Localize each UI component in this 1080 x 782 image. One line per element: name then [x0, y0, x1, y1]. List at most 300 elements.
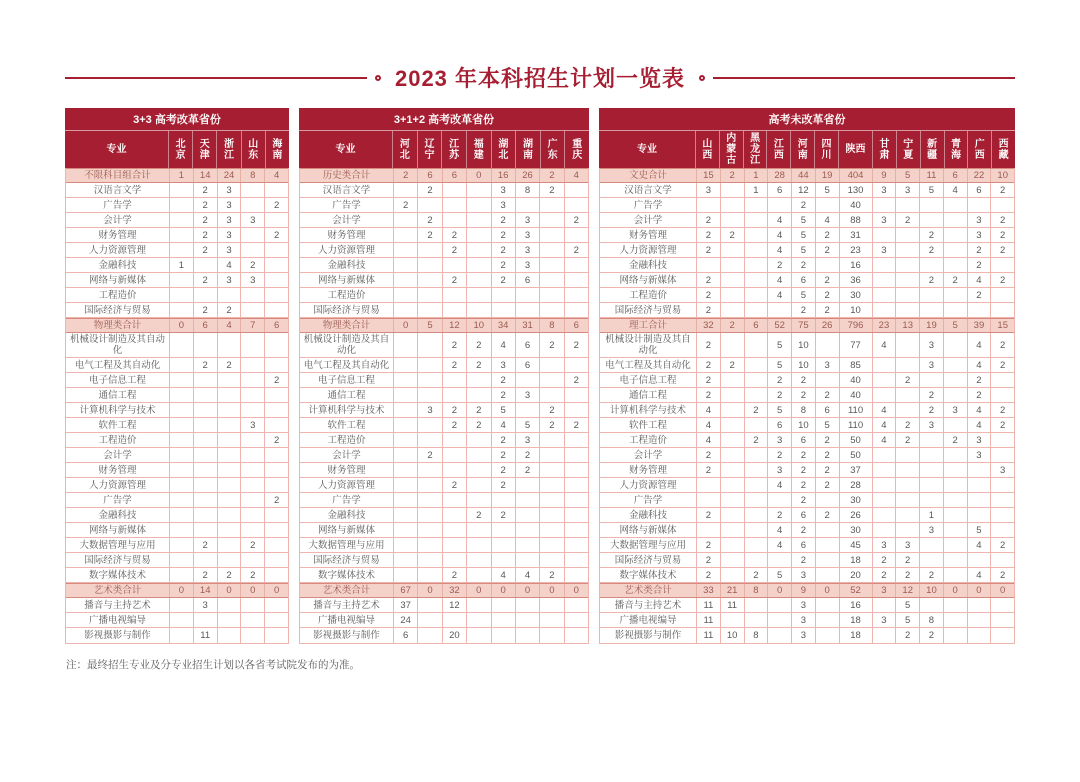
cell-value: 2: [194, 273, 218, 287]
cell-value: [540, 463, 564, 477]
cell-value: 4: [968, 568, 992, 582]
province-label: 海南: [272, 138, 283, 161]
row-label: 人力资源管理: [300, 478, 394, 492]
cell-value: [418, 373, 442, 387]
cell-value: [991, 448, 1014, 462]
cell-value: [565, 388, 588, 402]
cell-value: 2: [273, 229, 280, 241]
row-label: 金融科技: [66, 508, 170, 522]
table-row: [300, 243, 588, 258]
cell-value: [170, 478, 194, 492]
cell-value: 8: [540, 319, 564, 332]
cell-value: [873, 258, 897, 272]
province-label: 山东: [248, 138, 259, 161]
cell-value: 1: [170, 169, 194, 182]
cell-value: 2: [540, 333, 564, 357]
cell-value: 0: [467, 584, 491, 597]
cell-value: [816, 258, 840, 272]
cell-value: [265, 448, 288, 462]
row-label: 影视摄影与制作: [600, 628, 697, 643]
table-row: [66, 288, 288, 303]
cell-value: 26: [516, 169, 540, 182]
province-label: 江苏: [449, 138, 460, 161]
cell-value: 2: [1000, 184, 1006, 196]
cell-value: [418, 198, 442, 212]
cell-value: 3: [873, 613, 897, 627]
cell-value: 3: [768, 463, 792, 477]
cell-value: 4: [768, 228, 792, 242]
cell-value: [745, 273, 769, 287]
cell-value: [873, 628, 897, 643]
cell-value: 19: [816, 169, 840, 182]
cell-value: [745, 463, 769, 477]
cell-value: 6: [573, 320, 579, 331]
cell-value: [194, 553, 218, 567]
cell-value: [170, 508, 194, 522]
cell-value: 8: [792, 403, 816, 417]
cell-value: 75: [792, 319, 816, 332]
cell-value: [418, 433, 442, 447]
table-row: [300, 403, 588, 418]
cell-value: 2: [194, 198, 218, 212]
cell-value: 6: [273, 320, 280, 331]
cell-value: 2: [492, 388, 516, 402]
cell-value: [241, 333, 265, 357]
table-row: [66, 373, 288, 388]
cell-value: 2: [540, 418, 564, 432]
row-label: 会计学: [600, 213, 697, 227]
table-row: [66, 448, 288, 463]
cell-value: 2: [697, 568, 721, 582]
cell-value: 2: [241, 538, 265, 552]
footnote: 注：最终招生专业及分专业招生计划以各省考试院发布的为准。: [66, 659, 360, 671]
row-label: 工程造价: [600, 433, 697, 447]
cell-value: 5: [944, 319, 968, 332]
cell-value: 85: [840, 358, 873, 372]
column-header-province: [791, 131, 815, 168]
cell-value: [968, 598, 992, 612]
cell-value: [745, 508, 769, 522]
cell-value: [896, 358, 920, 372]
column-header-province: [492, 131, 517, 168]
cell-value: 2: [418, 228, 442, 242]
row-label: 工程造价: [300, 288, 394, 302]
cell-value: 40: [840, 388, 873, 402]
column-header-province: [541, 131, 566, 168]
cell-value: [745, 613, 769, 627]
cell-value: [394, 433, 418, 447]
cell-value: 2: [573, 244, 579, 256]
cell-value: 1: [745, 183, 769, 197]
cell-value: [565, 303, 588, 317]
cell-value: 2: [896, 433, 920, 447]
province-label: 江西: [773, 138, 784, 161]
table-row: [66, 613, 288, 628]
cell-value: 2: [273, 199, 280, 211]
cell-value: 2: [768, 258, 792, 272]
cell-value: [768, 553, 792, 567]
cell-value: 3: [492, 183, 516, 197]
column-header-province: [467, 131, 492, 168]
table-row: [600, 228, 1014, 243]
cell-value: [565, 598, 588, 612]
cell-value: [991, 303, 1014, 317]
cell-value: 3: [516, 258, 540, 272]
cell-value: 2: [896, 568, 920, 582]
cell-value: [170, 373, 194, 387]
cell-value: 2: [540, 169, 564, 182]
table-row: [600, 333, 1014, 358]
cell-value: [920, 598, 944, 612]
cell-value: [968, 508, 992, 522]
cell-value: 2: [540, 183, 564, 197]
cell-value: [418, 288, 442, 302]
row-label: 国际经济与贸易: [300, 303, 394, 317]
cell-value: 12: [443, 319, 467, 332]
cell-value: 2: [816, 303, 840, 317]
cell-value: [991, 433, 1014, 447]
row-label: 工程造价: [600, 288, 697, 302]
cell-value: [218, 388, 242, 402]
province-label: 广东: [547, 138, 558, 161]
cell-value: 10: [467, 319, 491, 332]
table-row: [600, 373, 1014, 388]
cell-value: [968, 628, 992, 643]
cell-value: [443, 433, 467, 447]
cell-value: [265, 258, 288, 272]
cell-value: 2: [467, 358, 491, 372]
cell-value: [920, 538, 944, 552]
cell-value: [218, 523, 242, 537]
cell-value: [816, 333, 840, 357]
cell-value: [418, 358, 442, 372]
cell-value: [394, 553, 418, 567]
cell-value: 2: [273, 434, 280, 446]
cell-value: [516, 523, 540, 537]
column-header-row: [599, 131, 1015, 168]
table-row: [300, 508, 588, 523]
column-header-province: [242, 131, 266, 168]
cell-value: 11: [194, 628, 218, 643]
cell-value: [896, 258, 920, 272]
cell-value: [467, 478, 491, 492]
cell-value: [873, 303, 897, 317]
cell-value: [565, 433, 588, 447]
cell-value: [418, 418, 442, 432]
table-row: [66, 478, 288, 493]
cell-value: [816, 373, 840, 387]
summary-row: [66, 583, 288, 598]
cell-value: 2: [816, 273, 840, 287]
cell-value: [241, 388, 265, 402]
cell-value: [516, 303, 540, 317]
cell-value: [492, 288, 516, 302]
cell-value: [896, 388, 920, 402]
row-label: 财务管理: [600, 463, 697, 477]
cell-value: [565, 508, 588, 522]
cell-value: 2: [968, 243, 992, 257]
cell-value: 2: [194, 568, 218, 582]
cell-value: 3: [873, 584, 897, 597]
table-row: [300, 358, 588, 373]
cell-value: [394, 418, 418, 432]
table-row: [600, 523, 1014, 538]
row-label: 电气工程及其自动化: [600, 358, 697, 372]
cell-value: [467, 243, 491, 257]
cell-value: 0: [394, 319, 418, 332]
cell-value: 2: [573, 339, 579, 351]
cell-value: 4: [768, 273, 792, 287]
row-label: 网络与新媒体: [600, 273, 697, 287]
cell-value: 4: [768, 243, 792, 257]
cell-value: [565, 358, 588, 372]
cell-value: [418, 333, 442, 357]
cell-value: 2: [697, 463, 721, 477]
table-row: [300, 333, 588, 358]
cell-value: 2: [194, 213, 218, 227]
row-label: 财务管理: [300, 463, 394, 477]
cell-value: 3: [697, 183, 721, 197]
cell-value: [721, 613, 745, 627]
column-header-province: [442, 131, 467, 168]
table-row: [300, 493, 588, 508]
table-row: [66, 358, 288, 373]
cell-value: [516, 508, 540, 522]
cell-value: [467, 388, 491, 402]
row-label: 汉语言文学: [66, 183, 170, 197]
cell-value: [944, 228, 968, 242]
cell-value: 2: [768, 448, 792, 462]
cell-value: [418, 463, 442, 477]
row-label: 机械设计制造及其自动化: [66, 333, 170, 357]
cell-value: 2: [816, 228, 840, 242]
cell-value: 3: [920, 358, 944, 372]
cell-value: [467, 303, 491, 317]
cell-value: 2: [573, 374, 579, 386]
cell-value: [540, 358, 564, 372]
table-row: [66, 463, 288, 478]
cell-value: 2: [721, 169, 745, 182]
cell-value: 10: [920, 584, 944, 597]
cell-value: 2: [394, 169, 418, 182]
cell-value: 6: [792, 538, 816, 552]
cell-value: [721, 288, 745, 302]
cell-value: 2: [792, 303, 816, 317]
cell-value: [991, 373, 1014, 387]
cell-value: [443, 538, 467, 552]
cell-value: [540, 373, 564, 387]
summary-row: [600, 583, 1014, 598]
cell-value: 3: [968, 228, 992, 242]
cell-value: 8: [745, 628, 769, 643]
cell-value: 2: [540, 403, 564, 417]
cell-value: [920, 198, 944, 212]
column-header-major: 专业: [599, 131, 696, 168]
cell-value: [896, 273, 920, 287]
cell-value: 10: [792, 358, 816, 372]
province-label: 四川: [821, 138, 832, 161]
cell-value: [896, 303, 920, 317]
row-label: 工程造价: [66, 288, 170, 302]
table-row: [600, 598, 1014, 613]
row-label: 机械设计制造及其自动化: [300, 333, 394, 357]
cell-value: 6: [768, 183, 792, 197]
cell-value: 11: [721, 598, 745, 612]
cell-value: [443, 373, 467, 387]
cell-value: [565, 538, 588, 552]
cell-value: [194, 523, 218, 537]
table-row: [300, 198, 588, 213]
cell-value: [492, 493, 516, 507]
cell-value: 5: [920, 183, 944, 197]
province-label: 天津: [199, 138, 210, 161]
cell-value: 4: [968, 403, 992, 417]
cell-value: 2: [944, 433, 968, 447]
cell-value: [721, 508, 745, 522]
column-header-province: [720, 131, 744, 168]
table-body: [65, 168, 289, 644]
table-row: [66, 568, 288, 583]
row-label: 计算机科学与技术: [66, 403, 170, 417]
cell-value: [540, 433, 564, 447]
cell-value: [194, 508, 218, 522]
cell-value: [745, 493, 769, 507]
cell-value: [697, 523, 721, 537]
cell-value: 2: [768, 388, 792, 402]
cell-value: [745, 448, 769, 462]
cell-value: 2: [573, 419, 579, 431]
cell-value: [873, 598, 897, 612]
table-row: [300, 288, 588, 303]
cell-value: 1: [170, 258, 194, 272]
cell-value: [418, 538, 442, 552]
cell-value: 2: [721, 319, 745, 332]
cell-value: [816, 613, 840, 627]
cell-value: 28: [768, 169, 792, 182]
cell-value: [467, 613, 491, 627]
row-label: 财务管理: [300, 228, 394, 242]
cell-value: [241, 288, 265, 302]
province-label: 福建: [473, 138, 484, 161]
cell-value: 3: [873, 183, 897, 197]
cell-value: [540, 508, 564, 522]
cell-value: 2: [792, 478, 816, 492]
cell-value: 2: [1000, 539, 1006, 551]
cell-value: 0: [170, 319, 194, 332]
table-body: [599, 168, 1015, 644]
province-label: 陕西: [845, 144, 866, 155]
cell-value: 3: [968, 433, 992, 447]
cell-value: [443, 463, 467, 477]
cell-value: [443, 508, 467, 522]
row-label: 金融科技: [600, 508, 697, 522]
cell-value: 5: [768, 333, 792, 357]
cell-value: [443, 183, 467, 197]
table-row: [300, 418, 588, 433]
cell-value: 110: [840, 418, 873, 432]
cell-value: [920, 463, 944, 477]
row-label: 工程造价: [66, 433, 170, 447]
cell-value: 2: [492, 478, 516, 492]
title-line-right: [713, 77, 1015, 79]
cell-value: 3: [218, 273, 242, 287]
table-row: [300, 303, 588, 318]
cell-value: [745, 198, 769, 212]
table-row: [300, 433, 588, 448]
column-header-province: [744, 131, 768, 168]
cell-value: [418, 628, 442, 643]
cell-value: 2: [792, 198, 816, 212]
cell-value: 8: [516, 183, 540, 197]
cell-value: [920, 288, 944, 302]
cell-value: [565, 568, 588, 582]
cell-value: 3: [516, 243, 540, 257]
cell-value: 2: [218, 303, 242, 317]
row-label: 电子信息工程: [66, 373, 170, 387]
cell-value: [241, 628, 265, 643]
cell-value: 2: [492, 258, 516, 272]
cell-value: [467, 493, 491, 507]
cell-value: 8: [745, 584, 769, 597]
cell-value: [920, 478, 944, 492]
cell-value: 5: [896, 169, 920, 182]
cell-value: 4: [516, 568, 540, 582]
cell-value: [170, 628, 194, 643]
cell-value: 3: [968, 213, 992, 227]
cell-value: [968, 303, 992, 317]
cell-value: [170, 358, 194, 372]
cell-value: [218, 613, 242, 627]
cell-value: [467, 598, 491, 612]
cell-value: [920, 213, 944, 227]
table-3: [599, 108, 1015, 644]
row-label: 软件工程: [300, 418, 394, 432]
cell-value: [265, 568, 288, 582]
cell-value: 3: [920, 333, 944, 357]
cell-value: [697, 478, 721, 492]
cell-value: [418, 273, 442, 287]
cell-value: 2: [194, 183, 218, 197]
cell-value: [516, 288, 540, 302]
cell-value: [265, 243, 288, 257]
cell-value: 11: [697, 598, 721, 612]
cell-value: [218, 598, 242, 612]
cell-value: 22: [968, 169, 992, 182]
cell-value: 2: [194, 228, 218, 242]
row-label: 电气工程及其自动化: [300, 358, 394, 372]
cell-value: 10: [721, 628, 745, 643]
cell-value: [944, 213, 968, 227]
table-row: [600, 213, 1014, 228]
cell-value: 2: [194, 358, 218, 372]
cell-value: [394, 478, 418, 492]
cell-value: [418, 613, 442, 627]
column-header-province: [945, 131, 969, 168]
cell-value: [241, 228, 265, 242]
cell-value: 2: [873, 568, 897, 582]
title-line-left: [65, 77, 367, 79]
province-label: 河北: [399, 138, 410, 161]
row-label: 文史合计: [600, 169, 697, 182]
table-row: [300, 463, 588, 478]
table-row: [66, 228, 288, 243]
cell-value: [418, 598, 442, 612]
cell-value: [944, 478, 968, 492]
row-label: 会计学: [300, 213, 394, 227]
cell-value: [394, 243, 418, 257]
cell-value: [492, 538, 516, 552]
cell-value: [516, 403, 540, 417]
